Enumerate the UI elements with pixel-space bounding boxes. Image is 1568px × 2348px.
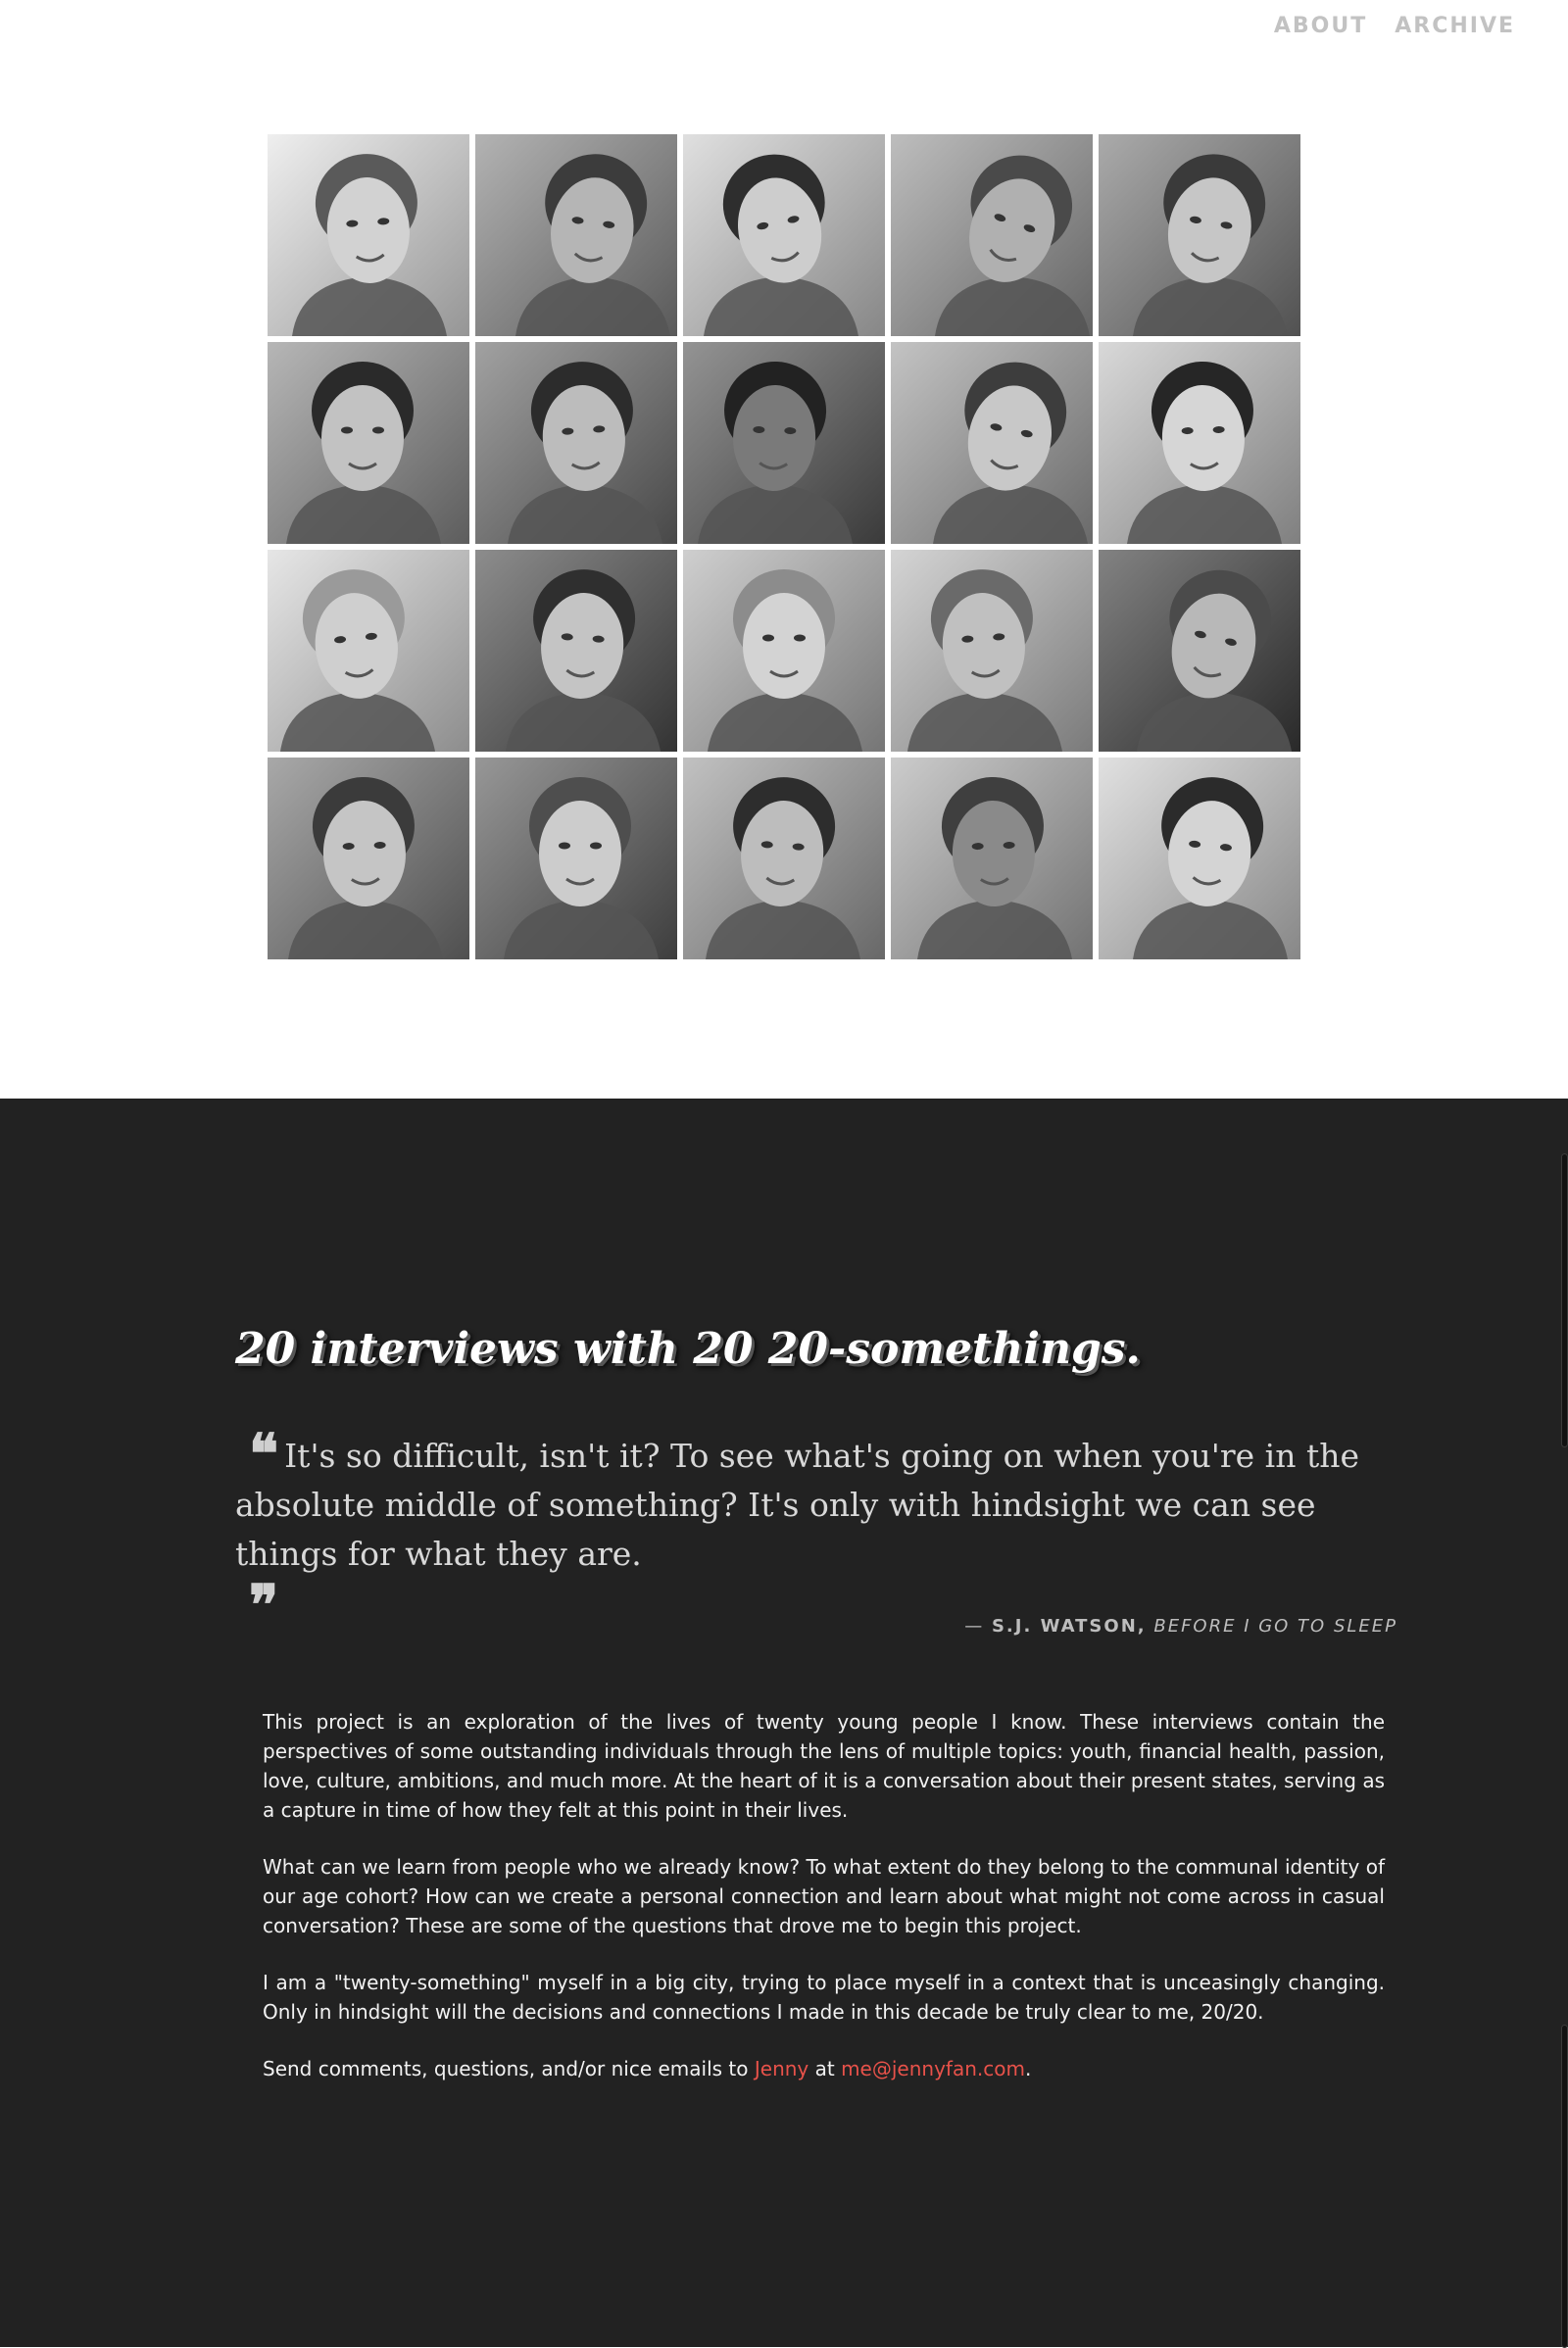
attribution-book: BEFORE I GO TO SLEEP [1153, 1616, 1397, 1637]
portrait-17[interactable] [475, 758, 677, 959]
portrait-3[interactable] [683, 134, 885, 336]
attribution-dash: — [964, 1616, 992, 1637]
quote-attribution [964, 1616, 1397, 1637]
portrait-11[interactable] [268, 550, 469, 752]
intro-section [0, 1099, 1568, 2347]
portrait-4[interactable] [891, 134, 1093, 336]
portrait-10[interactable] [1099, 342, 1300, 544]
quote-text: It's so difficult, isn't it? To see what's going on when you're in the absolute middle of something? It's only with hindsight we can see things for what they are. [235, 1437, 1359, 1573]
paragraph-2: What can we learn from people who we already know? To what extent do they belong to the communal identity of our age cohort? How can we create a personal connection and learn about what might not come across in casual conversation? These are some of the questions that drove me to begin this project. [263, 1855, 1385, 1937]
portrait-8[interactable] [683, 342, 885, 544]
paragraph-3: I am a "twenty-something" myself in a big city, trying to place myself in a context that is unceasingly changing. Only in hindsight will the decisions and connections I made in this decade be truly clear to me, 20/20. [263, 1971, 1385, 2024]
close-quote-icon: ❞ [249, 1573, 279, 1638]
portrait-14[interactable] [891, 550, 1093, 752]
portrait-19[interactable] [891, 758, 1093, 959]
portrait-1[interactable] [268, 134, 469, 336]
project-description [263, 1707, 1385, 2111]
contact-line [263, 2054, 1385, 2083]
portrait-15[interactable] [1099, 550, 1300, 752]
contact-middle: at [808, 2057, 842, 2080]
paragraph-1: This project is an exploration of the lives of twenty young people I know. These interviews contain the perspectives of some outstanding individuals through the lens of multiple topics: youth, financial health, passion, love, culture, ambitions, and much more. At the heart of it is a conversation about their present states, serving as a capture in time of how they felt at this point in their lives. [263, 1710, 1385, 1822]
portrait-9[interactable] [891, 342, 1093, 544]
page-headline: 20 interviews with 20 20-somethings. [235, 1324, 1141, 1374]
contact-suffix: . [1024, 2057, 1032, 2080]
nav-about-link[interactable]: ABOUT [1273, 14, 1368, 38]
portrait-20[interactable] [1099, 758, 1300, 959]
open-quote-icon: ❝ [249, 1422, 279, 1487]
portrait-12[interactable] [475, 550, 677, 752]
portrait-5[interactable] [1099, 134, 1300, 336]
author-name-link[interactable]: Jenny [754, 2057, 809, 2080]
attribution-author: S.J. WATSON, [991, 1616, 1147, 1637]
portrait-7[interactable] [475, 342, 677, 544]
contact-prefix: Send comments, questions, and/or nice emails to [263, 2057, 755, 2080]
portrait-13[interactable] [683, 550, 885, 752]
nav-archive-link[interactable]: ARCHIVE [1395, 14, 1515, 38]
scroll-indicator-top[interactable] [1561, 1153, 1568, 1447]
portrait-grid [268, 134, 1300, 959]
email-link[interactable]: me@jennyfan.com [841, 2057, 1025, 2080]
portrait-2[interactable] [475, 134, 677, 336]
portrait-6[interactable] [268, 342, 469, 544]
portrait-18[interactable] [683, 758, 885, 959]
scroll-indicator-bottom[interactable] [1561, 2025, 1568, 2348]
portrait-16[interactable] [268, 758, 469, 959]
top-nav [1274, 14, 1515, 38]
